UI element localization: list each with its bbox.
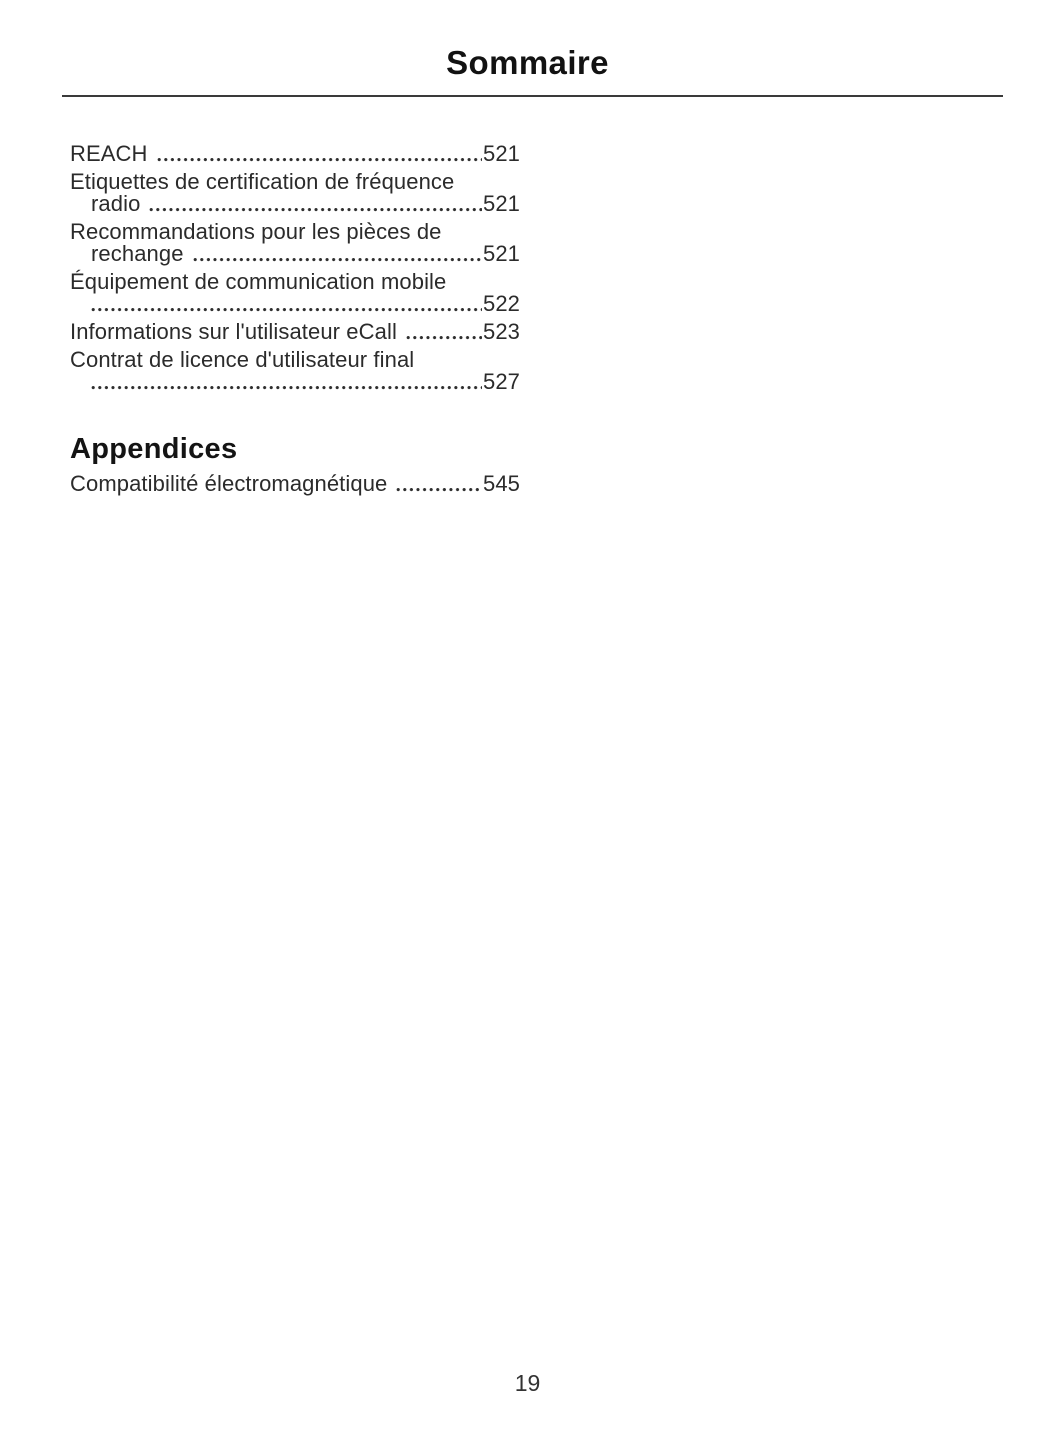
section-heading-appendices: Appendices — [70, 433, 238, 465]
dot-leader — [149, 206, 482, 213]
toc-entry-recommandations — [70, 221, 520, 265]
toc-entry-equipement — [70, 271, 520, 315]
dot-leader — [91, 384, 482, 391]
toc-entry-page-number: 521 — [482, 141, 520, 166]
toc-entry-label: Recommandations pour les pièces de — [70, 219, 442, 244]
page-title: Sommaire — [446, 44, 609, 81]
toc-entry-etiquettes — [70, 171, 520, 215]
toc-entry-line — [70, 349, 520, 371]
toc-entry-line — [70, 221, 520, 243]
toc-entry-label: Équipement de communication mobile — [70, 269, 447, 294]
table-of-contents — [70, 143, 520, 495]
toc-entry-label: REACH — [70, 141, 148, 166]
dot-leader — [406, 334, 482, 341]
toc-entry-page-number: 545 — [482, 471, 520, 496]
page-footer — [0, 1370, 1055, 1397]
dot-leader — [193, 256, 482, 263]
toc-entry-page-number: 523 — [482, 319, 520, 344]
toc-entry-label: Compatibilité électromagnétique — [70, 471, 388, 496]
toc-entry-compatibilite — [70, 473, 520, 495]
toc-entry-line — [70, 143, 520, 165]
toc-entry-contrat-licence — [70, 349, 520, 393]
toc-entry-line — [70, 193, 520, 215]
toc-entry-page-number: 527 — [482, 369, 520, 394]
toc-entry-label: rechange — [91, 241, 184, 266]
dot-leader — [396, 486, 482, 493]
toc-entry-line — [70, 293, 520, 315]
toc-entry-informations-ecall — [70, 321, 520, 343]
toc-entry-label: Etiquettes de certification de fréquence — [70, 169, 455, 194]
page-header — [0, 0, 1055, 97]
toc-entry-line — [70, 371, 520, 393]
toc-entry-line — [70, 243, 520, 265]
toc-entry-page-number: 522 — [482, 291, 520, 316]
toc-entry-line — [70, 271, 520, 293]
page-number: 19 — [514, 1370, 541, 1396]
toc-entry-label: Informations sur l'utilisateur eCall — [70, 319, 397, 344]
toc-entry-page-number: 521 — [482, 241, 520, 266]
toc-entry-label: radio — [91, 191, 141, 216]
toc-entry-label: Contrat de licence d'utilisateur final — [70, 347, 415, 372]
dot-leader — [157, 156, 482, 163]
toc-entry-reach — [70, 143, 520, 165]
toc-entry-page-number: 521 — [482, 191, 520, 216]
dot-leader — [91, 306, 482, 313]
header-divider — [62, 95, 1003, 97]
toc-entry-line — [70, 321, 520, 343]
toc-entry-line — [70, 171, 520, 193]
toc-entry-line — [70, 473, 520, 495]
